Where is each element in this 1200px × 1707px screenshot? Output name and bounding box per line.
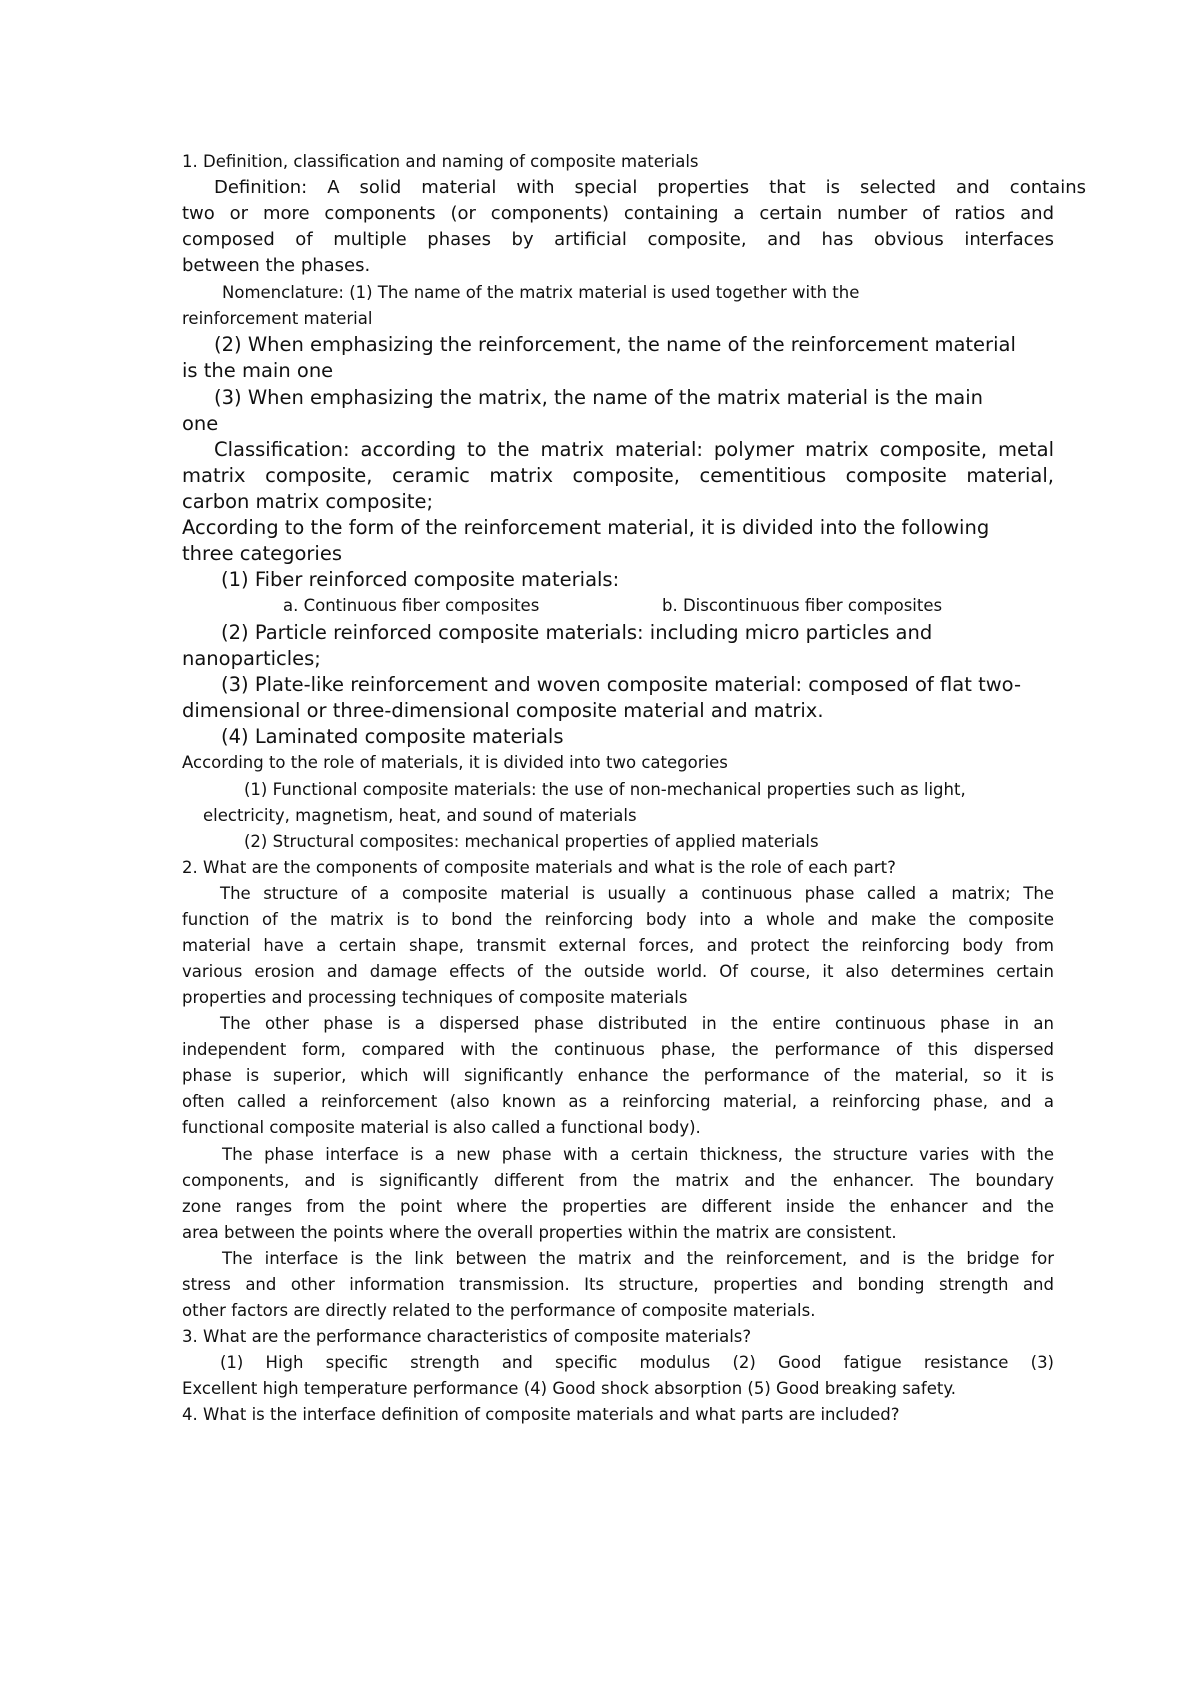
- list-item: (2) Structural composites: mechanical properties of applied materials: [244, 832, 819, 851]
- heading-q1: 1. Definition, classification and naming of composite materials: [182, 152, 699, 171]
- answer-line: various erosion and damage effects of the outside world. Of course, it also determines certain: [182, 962, 1054, 981]
- answer-line: other factors are directly related to the performance of composite materials.: [182, 1301, 816, 1320]
- answer-line: material have a certain shape, transmit external forces, and protect the reinforcing body from: [182, 936, 1054, 955]
- answer-line: zone ranges from the point where the properties are different inside the enhancer and the: [182, 1197, 1054, 1216]
- heading-q3: 3. What are the performance characteristics of composite materials?: [182, 1327, 752, 1346]
- role-category-line: According to the role of materials, it is divided into two categories: [182, 753, 728, 772]
- list-item: b. Discontinuous fiber composites: [662, 596, 943, 615]
- answer-line: often called a reinforcement (also known as a reinforcing material, a reinforcing phase, and a: [182, 1092, 1054, 1111]
- list-item: dimensional or three-dimensional composite material and matrix.: [182, 699, 824, 722]
- nomenclature-line: Nomenclature: (1) The name of the matrix material is used together with the: [222, 283, 860, 302]
- heading-q4: 4. What is the interface definition of composite materials and what parts are included?: [182, 1405, 900, 1424]
- answer-line: function of the matrix is to bond the reinforcing body into a whole and make the composite: [182, 910, 1054, 929]
- definition-line: between the phases.: [182, 255, 371, 276]
- list-item: (2) Particle reinforced composite materials: including micro particles and: [221, 621, 933, 644]
- classification-line: Classification: according to the matrix material: polymer matrix composite, metal: [214, 438, 1054, 461]
- heading-q2: 2. What are the components of composite materials and what is the role of each part?: [182, 858, 896, 877]
- answer-line: area between the points where the overall properties within the matrix are consistent.: [182, 1223, 897, 1242]
- nomenclature-line: reinforcement material: [182, 309, 373, 328]
- nomenclature-line: (3) When emphasizing the matrix, the name of the matrix material is the main: [214, 386, 983, 409]
- answer-line: The other phase is a dispersed phase distributed in the entire continuous phase in an: [220, 1014, 1054, 1033]
- answer-line: properties and processing techniques of composite materials: [182, 988, 688, 1007]
- list-item: electricity, magnetism, heat, and sound of materials: [203, 806, 637, 825]
- answer-line: phase is superior, which will significantly enhance the performance of the material, so it is: [182, 1066, 1054, 1085]
- nomenclature-line: (2) When emphasizing the reinforcement, the name of the reinforcement material: [214, 333, 1016, 356]
- classification-line: three categories: [182, 542, 342, 565]
- answer-line: The structure of a composite material is usually a continuous phase called a matrix; The: [220, 884, 1054, 903]
- definition-line: Definition: A solid material with special properties that is selected and contains: [214, 177, 1086, 198]
- answer-line: (1) High specific strength and specific modulus (2) Good fatigue resistance (3): [220, 1353, 1054, 1372]
- answer-line: stress and other information transmission. Its structure, properties and bonding strength and: [182, 1275, 1054, 1294]
- list-item: (1) Fiber reinforced composite materials:: [221, 568, 620, 591]
- classification-line: According to the form of the reinforcement material, it is divided into the following: [182, 516, 990, 539]
- answer-line: Excellent high temperature performance (4) Good shock absorption (5) Good breaking safety.: [182, 1379, 957, 1398]
- list-item: (3) Plate-like reinforcement and woven composite material: composed of flat two-: [221, 673, 1021, 696]
- answer-line: The phase interface is a new phase with a certain thickness, the structure varies with the: [222, 1145, 1054, 1164]
- nomenclature-line: one: [182, 412, 219, 435]
- list-item: nanoparticles;: [182, 647, 321, 670]
- list-item: (1) Functional composite materials: the use of non-mechanical properties such as light,: [244, 780, 966, 799]
- answer-line: The interface is the link between the matrix and the reinforcement, and is the bridge for: [222, 1249, 1054, 1268]
- answer-line: functional composite material is also called a functional body).: [182, 1118, 701, 1137]
- answer-line: independent form, compared with the continuous phase, the performance of this dispersed: [182, 1040, 1054, 1059]
- list-item: (4) Laminated composite materials: [221, 725, 564, 748]
- definition-line: two or more components (or components) containing a certain number of ratios and: [182, 203, 1054, 224]
- answer-line: components, and is significantly different from the matrix and the enhancer. The boundary: [182, 1171, 1054, 1190]
- list-item: a. Continuous fiber composites: [283, 596, 540, 615]
- nomenclature-line: is the main one: [182, 359, 334, 382]
- classification-line: matrix composite, ceramic matrix composite, cementitious composite material,: [182, 464, 1054, 487]
- definition-line: composed of multiple phases by artificial composite, and has obvious interfaces: [182, 229, 1054, 250]
- classification-line: carbon matrix composite;: [182, 490, 434, 513]
